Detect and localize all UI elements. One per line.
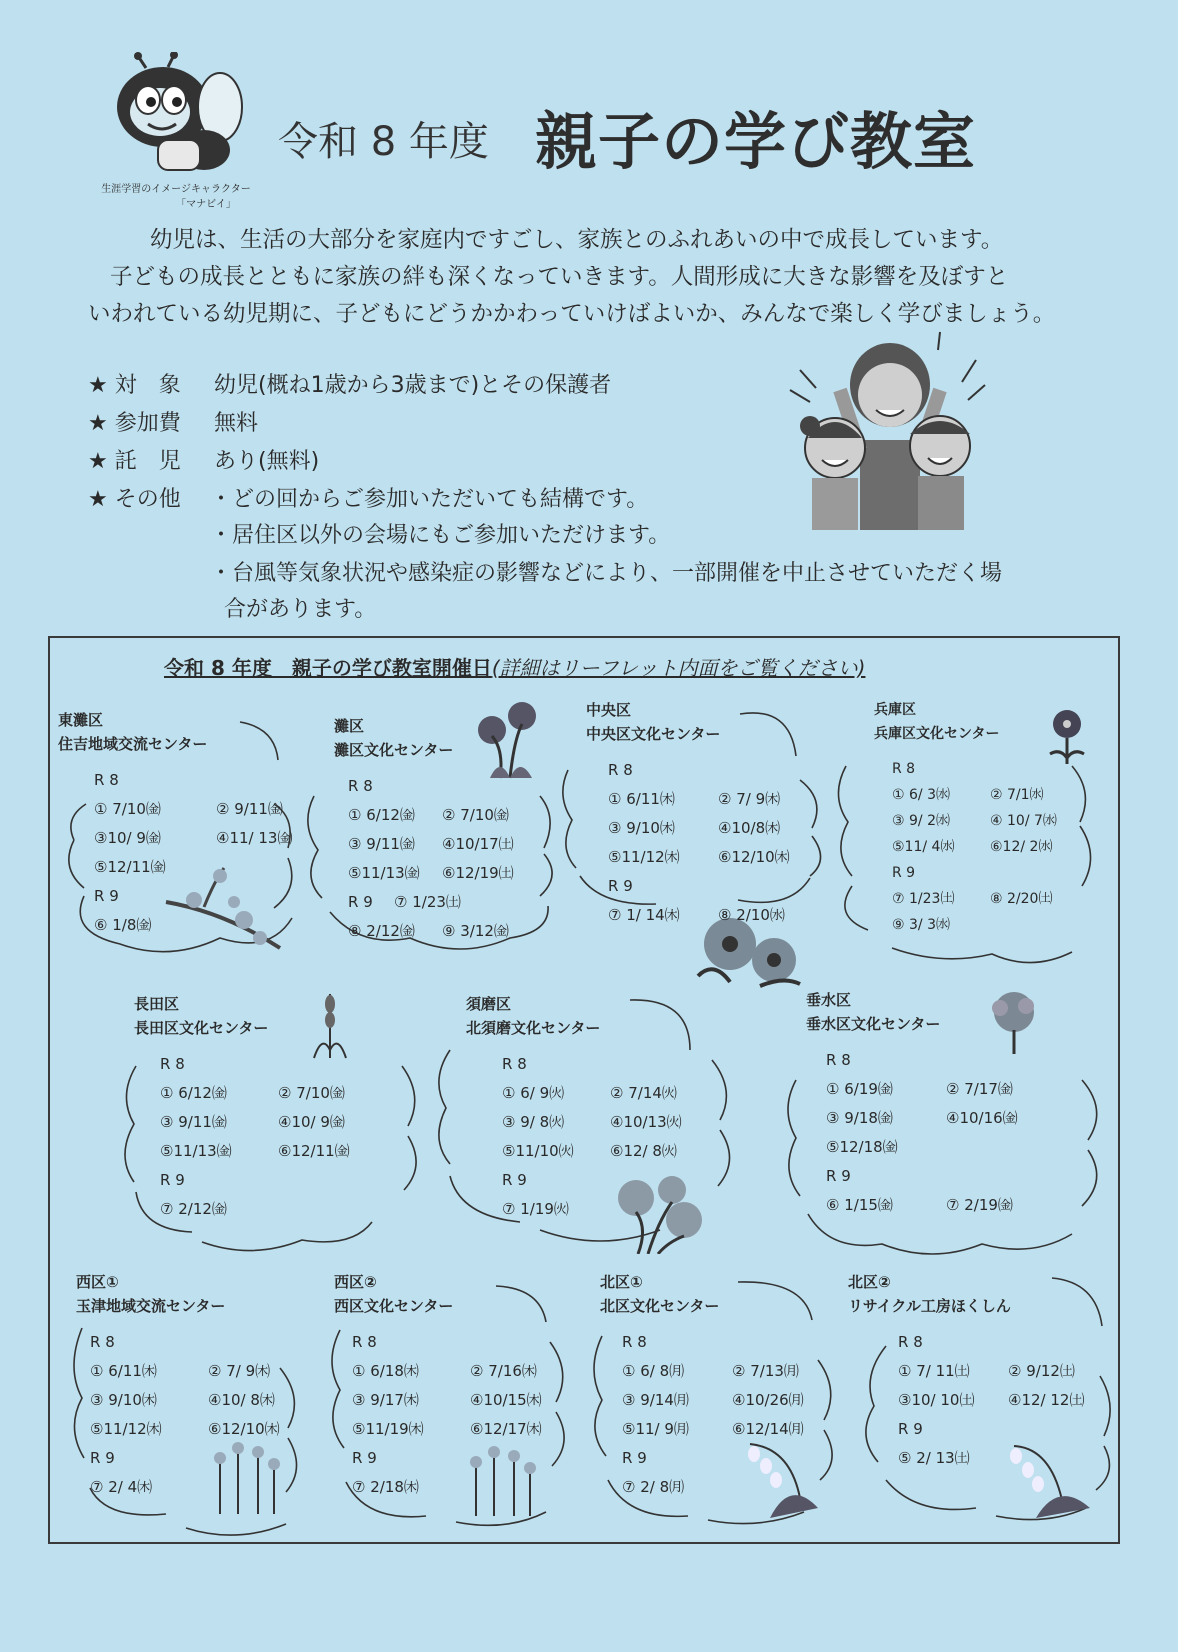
ward-name: 西区① <box>76 1273 119 1291</box>
session-date: ⑦ 2/18㈭ <box>352 1478 419 1496</box>
ward-name: 兵庫区 <box>874 702 916 718</box>
date-row <box>892 808 1057 834</box>
session-date: ⑤11/ 9㈪ <box>622 1420 689 1438</box>
date-row <box>160 1195 350 1224</box>
year-label: R 8 <box>608 761 633 779</box>
year-label: R 8 <box>892 761 916 777</box>
date-row <box>502 1108 682 1137</box>
session-date: ④10/13㈫ <box>610 1113 682 1131</box>
session-date: ④10/ 9㈮ <box>278 1113 345 1131</box>
date-row <box>608 785 790 814</box>
venue-name: 中央区文化センター <box>586 725 721 743</box>
schedule-block-suma <box>466 992 682 1224</box>
year-label: R 9 <box>90 1449 115 1467</box>
session-date: ③ 9/11㈮ <box>160 1113 227 1131</box>
date-row <box>348 801 514 830</box>
session-date: ① 6/19㈮ <box>826 1080 893 1098</box>
date-row <box>348 917 514 946</box>
venue-name: 垂水区文化センター <box>806 1015 941 1033</box>
title-year: 令和 8 年度 <box>278 119 489 165</box>
session-date: ⑥12/ 2㈬ <box>990 839 1053 855</box>
session-date: ② 9/11㈮ <box>216 800 283 818</box>
page-title: 親子の学び教室 <box>535 105 977 178</box>
schedule-title-note: (詳細はリーフレット内面をご覧ください) <box>491 656 866 680</box>
date-row <box>160 1108 350 1137</box>
session-date: ③ 9/10㈭ <box>90 1391 157 1409</box>
intro-line-2: 子どもの成長とともに家族の絆も深くなっていきます。人間形成に大きな影響を及ぼすと <box>110 264 1009 290</box>
session-date: ⑤11/12㈭ <box>608 848 680 866</box>
date-row <box>826 1104 1018 1133</box>
session-date: ① 6/ 8㈪ <box>622 1362 685 1380</box>
ward-name: 須磨区 <box>466 995 512 1013</box>
intro-line-3: いわれている幼児期に、子どもにどうかかわっていけばよいか、みんなで楽しく学びましょう。 <box>88 301 1056 327</box>
session-date: ② 9/12㈯ <box>1008 1362 1075 1380</box>
date-row <box>622 1386 804 1415</box>
year-label: R 8 <box>94 771 119 789</box>
session-date: ⑦ 2/19㈮ <box>946 1196 1013 1214</box>
session-date: ⑨ 3/12㈮ <box>442 922 509 940</box>
date-row <box>352 1415 542 1444</box>
session-date: ① 7/10㈮ <box>94 800 161 818</box>
session-date: ① 6/11㈭ <box>608 790 675 808</box>
ward-name: 西区② <box>334 1273 377 1291</box>
date-row <box>622 1415 804 1444</box>
date-row <box>90 1473 280 1502</box>
session-date: ④10/8㈭ <box>718 819 781 837</box>
session-date: ② 7/1㈬ <box>990 787 1044 803</box>
session-date: ③ 9/ 8㈫ <box>502 1113 565 1131</box>
date-row <box>826 1191 1018 1220</box>
session-date: ⑤11/12㈭ <box>90 1420 162 1438</box>
session-date: ② 7/13㈪ <box>732 1362 799 1380</box>
session-date: ⑦ 2/12㈮ <box>160 1200 227 1218</box>
year-label: R 8 <box>160 1055 185 1073</box>
date-row <box>898 1444 1084 1473</box>
session-date: ② 7/ 9㈭ <box>208 1362 271 1380</box>
session-date: ⑧ 2/20㈯ <box>990 891 1053 907</box>
session-date: ⑤11/19㈭ <box>352 1420 424 1438</box>
date-row <box>348 859 514 888</box>
date-row <box>608 901 790 930</box>
mascot-manabii-image <box>108 52 248 177</box>
session-date: ⑤12/11㈮ <box>94 858 166 876</box>
year-label: R 9 <box>160 1171 185 1189</box>
venue-name: 北区文化センター <box>600 1297 720 1315</box>
session-date: ⑥12/11㈮ <box>278 1142 350 1160</box>
date-row <box>348 830 514 859</box>
session-date: ① 6/18㈭ <box>352 1362 419 1380</box>
year-label: R 9 <box>608 877 633 895</box>
session-date: ⑥12/14㈪ <box>732 1420 804 1438</box>
date-row <box>90 1386 280 1415</box>
session-date: ① 6/12㈮ <box>160 1084 227 1102</box>
session-date: ② 7/17㈮ <box>946 1080 1013 1098</box>
info-target-value: 幼児(概ね1歳から3歳まで)とその保護者 <box>214 373 612 398</box>
info-fee-label: ★ 参加費 <box>88 411 181 436</box>
schedule-block-nada <box>334 714 514 946</box>
date-row <box>94 824 292 853</box>
date-row <box>94 911 292 940</box>
session-date: ① 6/11㈭ <box>90 1362 157 1380</box>
year-label: R 8 <box>898 1333 923 1351</box>
session-date: ⑤11/13㈮ <box>160 1142 232 1160</box>
ward-name: 垂水区 <box>806 991 852 1009</box>
date-row <box>826 1133 1018 1162</box>
session-date: ⑤12/18㈮ <box>826 1138 898 1156</box>
session-date: ③ 9/17㈭ <box>352 1391 419 1409</box>
session-date: ⑥12/19㈯ <box>442 864 514 882</box>
date-row <box>502 1195 682 1224</box>
ward-name: 灘区 <box>334 717 365 735</box>
session-date: ⑦ 1/19㈫ <box>502 1200 569 1218</box>
info-other-label: ★ その他 <box>88 487 181 512</box>
session-date: ② 7/10㈮ <box>278 1084 345 1102</box>
session-date: ④10/16㈮ <box>946 1109 1018 1127</box>
date-row <box>348 888 514 917</box>
date-row <box>502 1079 682 1108</box>
session-date: ① 7/ 11㈯ <box>898 1362 970 1380</box>
date-row <box>352 1357 542 1386</box>
venue-name: 兵庫区文化センター <box>874 726 1000 742</box>
date-row <box>826 1075 1018 1104</box>
date-row <box>622 1473 804 1502</box>
venue-name: 長田区文化センター <box>134 1019 269 1037</box>
date-row <box>90 1357 280 1386</box>
date-row <box>352 1473 542 1502</box>
session-date: ⑦ 2/ 8㈪ <box>622 1478 685 1496</box>
session-date: ⑧ 2/12㈮ <box>348 922 415 940</box>
session-date: ③ 9/10㈭ <box>608 819 675 837</box>
ward-name: 東灘区 <box>58 711 104 729</box>
ward-name: 長田区 <box>134 995 180 1013</box>
session-date: ① 6/12㈮ <box>348 806 415 824</box>
session-date: ④10/15㈭ <box>470 1391 542 1409</box>
date-row <box>160 1079 350 1108</box>
session-date: ③10/ 10㈯ <box>898 1391 975 1409</box>
session-date: ④ 10/ 7㈬ <box>990 813 1057 829</box>
schedule-title <box>164 652 865 681</box>
session-date: ③ 9/18㈮ <box>826 1109 893 1127</box>
session-date: ① 6/ 3㈬ <box>892 787 950 803</box>
date-row <box>352 1386 542 1415</box>
date-row <box>502 1137 682 1166</box>
session-date: ⑥12/10㈭ <box>718 848 790 866</box>
session-date: ④10/ 8㈭ <box>208 1391 275 1409</box>
schedule-block-nishi2 <box>334 1270 542 1502</box>
schedule-block-tarumi <box>806 988 1018 1220</box>
session-date: ⑨ 3/ 3㈬ <box>892 917 950 933</box>
info-other-3a: ・台風等気象状況や感染症の影響などにより、一部開催を中止させていただく場 <box>210 561 1003 586</box>
session-date: ② 7/16㈭ <box>470 1362 537 1380</box>
mascot-caption <box>86 182 266 212</box>
schedule-block-nishi1 <box>76 1270 280 1502</box>
intro-line-1: 幼児は、生活の大部分を家庭内ですごし、家族とのふれあいの中で成長しています。 <box>150 227 1004 253</box>
session-date: ② 7/10㈮ <box>442 806 509 824</box>
session-date: ⑦ 2/ 4㈭ <box>90 1478 153 1496</box>
date-row <box>90 1415 280 1444</box>
session-date: ⑥ 1/8㈮ <box>94 916 152 934</box>
mascot-caption-line1: 生涯学習のイメージキャラクター <box>101 184 251 195</box>
session-date: ③ 9/ 2㈬ <box>892 813 950 829</box>
schedule-title-text: 令和 8 年度 親子の学び教室開催日 <box>164 656 492 680</box>
year-label: R 9 <box>892 865 916 881</box>
session-date: ③ 9/14㈪ <box>622 1391 689 1409</box>
info-other-2: ・居住区以外の会場にもご参加いただけます。 <box>210 523 671 548</box>
session-date: ⑥12/17㈭ <box>470 1420 542 1438</box>
date-row <box>94 853 292 882</box>
year-label: R 9 <box>622 1449 647 1467</box>
date-row <box>892 886 1057 912</box>
session-date: ⑧ 2/10㈬ <box>718 906 785 924</box>
year-label: R 9 <box>826 1167 851 1185</box>
session-date: ⑥ 1/15㈮ <box>826 1196 893 1214</box>
session-date: ③10/ 9㈮ <box>94 829 161 847</box>
date-row <box>94 795 292 824</box>
session-date: ⑥12/ 8㈫ <box>610 1142 677 1160</box>
info-other-3b: 合があります。 <box>224 597 377 622</box>
ward-name: 中央区 <box>586 701 632 719</box>
schedule-block-kita1 <box>600 1270 804 1502</box>
ward-name: 北区① <box>600 1273 643 1291</box>
schedule-block-nagata <box>134 992 350 1224</box>
date-row <box>608 843 790 872</box>
schedule-block-higashinada <box>58 708 292 940</box>
date-row <box>892 782 1057 808</box>
session-date: ⑤ 2/ 13㈯ <box>898 1449 970 1467</box>
schedule-block-chuo <box>586 698 790 930</box>
family-illustration <box>780 330 1000 530</box>
session-date: ② 7/14㈫ <box>610 1084 677 1102</box>
session-date: ⑦ 1/23㈯ <box>892 891 955 907</box>
year-label: R 8 <box>90 1333 115 1351</box>
venue-name: 西区文化センター <box>334 1297 454 1315</box>
year-label: R 9 <box>352 1449 377 1467</box>
info-other-1: ・どの回からご参加いただいても結構です。 <box>210 487 649 512</box>
session-date: ③ 9/11㈮ <box>348 835 415 853</box>
date-row <box>608 814 790 843</box>
date-row <box>892 912 1057 938</box>
year-label: R 9 <box>502 1171 527 1189</box>
session-date: ⑦ 1/ 14㈭ <box>608 906 680 924</box>
date-row <box>892 834 1057 860</box>
year-label: R 8 <box>348 777 373 795</box>
session-date: ⑤11/ 4㈬ <box>892 839 955 855</box>
year-label: R 8 <box>502 1055 527 1073</box>
venue-name: 住吉地域交流センター <box>58 735 208 753</box>
venue-name: 灘区文化センター <box>334 741 454 759</box>
session-date: ⑤11/10㈫ <box>502 1142 574 1160</box>
session-date: ⑥12/10㈭ <box>208 1420 280 1438</box>
schedule-block-kita2 <box>848 1270 1084 1473</box>
year-label: R 8 <box>826 1051 851 1069</box>
venue-name: リサイクル工房ほくしん <box>848 1297 1011 1315</box>
session-date: ④12/ 12㈯ <box>1008 1391 1085 1409</box>
venue-name: 玉津地域交流センター <box>76 1297 226 1315</box>
schedule-block-hyogo <box>874 698 1057 938</box>
info-target-label: ★ 対 象 <box>88 373 181 398</box>
info-fee-value: 無料 <box>214 411 259 436</box>
year-label: R 9 <box>898 1420 923 1438</box>
year-label: R 8 <box>622 1333 647 1351</box>
session-date: ① 6/ 9㈫ <box>502 1084 565 1102</box>
session-date: ② 7/ 9㈭ <box>718 790 781 808</box>
date-row <box>898 1386 1084 1415</box>
info-childcare-value: あり(無料) <box>214 449 320 474</box>
session-date: ④11/ 13㈮ <box>216 829 293 847</box>
date-row <box>160 1137 350 1166</box>
venue-name: 北須磨文化センター <box>466 1019 601 1037</box>
info-childcare-label: ★ 託 児 <box>88 449 181 474</box>
session-date: ⑦ 1/23㈯ <box>394 893 461 911</box>
date-row <box>622 1357 804 1386</box>
mascot-caption-line2: 「マナビイ」 <box>176 199 236 210</box>
session-date: ⑤11/13㈮ <box>348 864 420 882</box>
year-label: R 8 <box>352 1333 377 1351</box>
session-date: ④10/17㈯ <box>442 835 514 853</box>
year-label: R 9 <box>94 887 119 905</box>
ward-name: 北区② <box>848 1273 891 1291</box>
date-row <box>898 1357 1084 1386</box>
session-date: ④10/26㈪ <box>732 1391 804 1409</box>
year-label: R 9 <box>348 893 373 911</box>
